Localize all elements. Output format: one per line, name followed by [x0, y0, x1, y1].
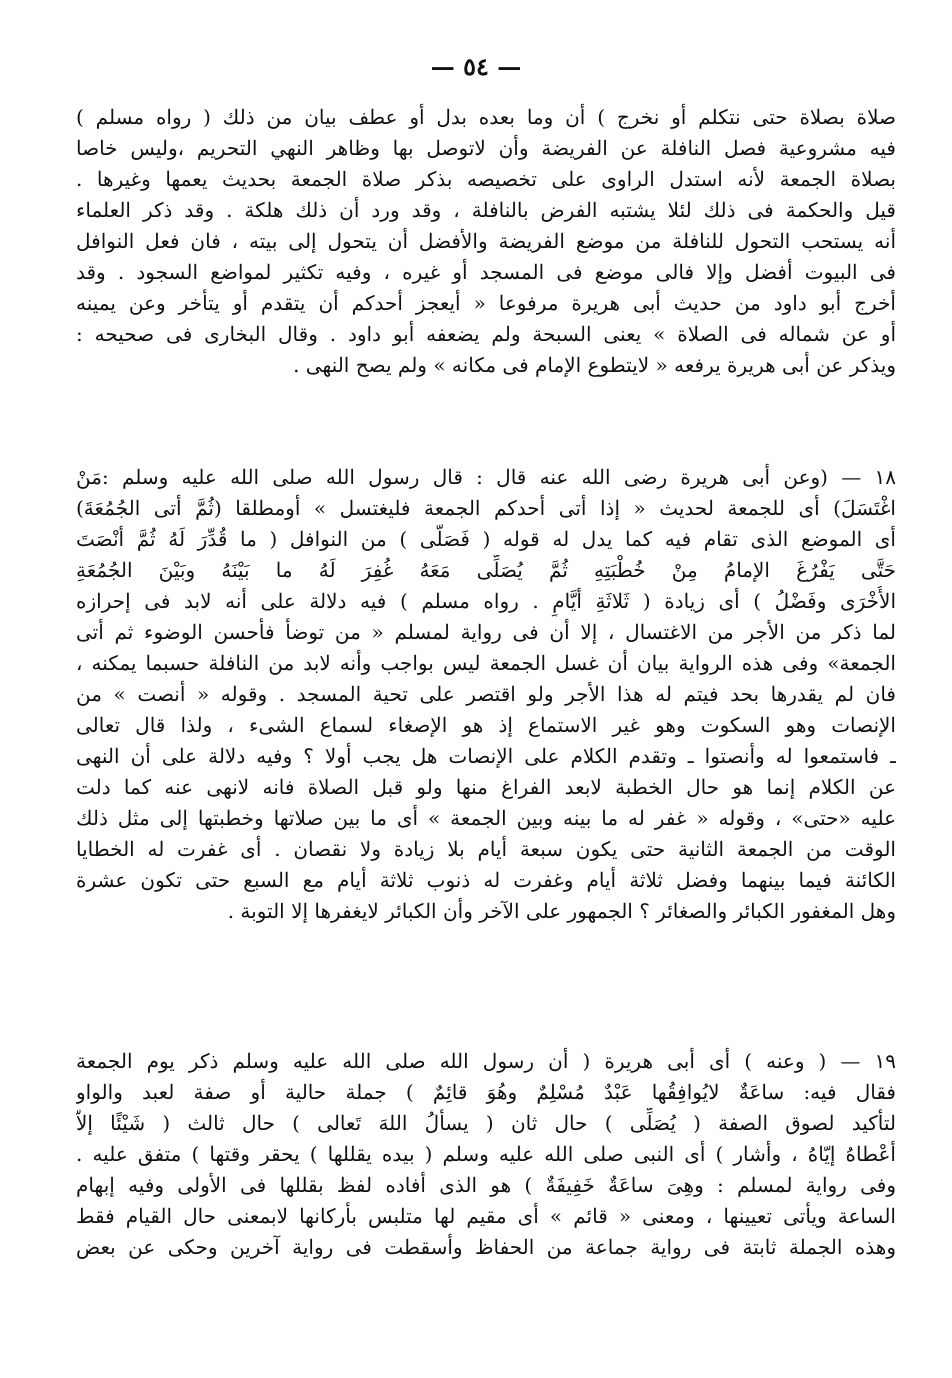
text-line: أعْطاهُ إيّاهُ ، وأشار ) أى النبى صلى الله عليه وسلم ( بيده يقللها ) يحقر وقتها ) متفق عليه . — [76, 1142, 896, 1166]
text-line: قيل والحكمة فى ذلك لئلا يشتبه الفرض بالنافلة ، وقد ورد أن ذلك هلكة . وقد ذكر العلماء — [76, 198, 896, 222]
text-line: اغْتَسَلَ) أى للجمعة لحديث « إذا أتى أحدكم الجمعة فليغتسل » أومطلقا (ثُمَّ أتى الجُمُعَةَ) — [76, 496, 896, 520]
text-line: ١٩ — ( وعنه ) أى أبى هريرة ( أن رسول الله صلى الله عليه وسلم ذكر يوم الجمعة — [76, 1049, 896, 1073]
paragraph-hadith-19 — [76, 1046, 896, 1263]
text-line: وهل المغفور الكبائر والصغائر ؟ الجمهور على الآخر وأن الكبائر لايغفرها إلا التوبة . — [227, 899, 896, 923]
page-number: — ٥٤ — — [430, 52, 522, 81]
text-line: فيه مشروعية فصل النافلة عن الفريضة وأن لاتوصل بها وظاهر النهي التحريم ،وليس خاصا — [76, 136, 896, 160]
text-line: بصلاة الجمعة لأنه استدل الراوى على تخصيصه بذكر صلاة الجمعة بحديث يعمها وغيرها . — [76, 167, 896, 191]
text-line: الوقت من الجمعة الثانية حتى يكون سبعة أيام بلا زيادة ولا نقصان . أى غفرت له الخطايا — [76, 837, 896, 861]
text-line: الجمعة» وفى هذه الرواية بيان أن غسل الجمعة ليس بواجب وأنه لابد من النافلة حسبما يمكنه ، — [76, 651, 896, 675]
text-line: فى البيوت أفضل وإلا فالى موضع فى المسجد أو غيره ، وفيه تكثير لمواضع السجود . وقد — [76, 260, 896, 284]
text-line: الساعة ويأتى تعيينها ، ومعنى « قائم » أى مقيم لها متلبس بأركانها لابمعنى حال القيام فقط — [76, 1204, 896, 1228]
text-line: ويذكر عن أبى هريرة يرفعه « لايتطوع الإمام فى مكانه » ولم يصح النهى . — [293, 353, 896, 377]
text-line: عن الكلام إنما هو حال الخطبة لابعد الفراغ منها ولو قبل الصلاة فانه لانهى عنه كما دلت — [76, 775, 896, 799]
text-line: أنه يستحب التحول للنافلة من موضع الفريضة والأفضل أن يتحول إلى بيته ، فان فعل النوافل — [76, 229, 896, 253]
text-line: فان لم يقدرها بحد فيتم له هذا الأجر ولو اقتصر على تحية المسجد . وقوله « أنصت » من — [76, 682, 896, 706]
text-line: أى الموضع الذى تقام فيه كما يدل له قوله ( فَصَلَّى ) من النوافل ( ما قُدِّرَ لَهُ ثُمَّ أنْصَتَ — [76, 527, 896, 551]
paragraph-hadith-18 — [76, 462, 896, 927]
text-line: فقال فيه: ساعَةٌ لايُوافِقُها عَبْدٌ مُسْلِمٌ وهُوَ قائِمٌ ) جملة حالية أو صفة لعبد والواو — [76, 1080, 896, 1104]
text-line: ١٨ — (وعن أبى هريرة رضى الله عنه قال : قال رسول الله صلى الله عليه وسلم :مَنْ — [76, 465, 896, 489]
text-line: صلاة بصلاة حتى نتكلم أو نخرج ) أن وما بعده بدل أو عطف بيان من ذلك ( رواه مسلم ) — [76, 105, 896, 129]
text-line: عليه «حتى» ، وقوله « غفر له ما بينه وبين الجمعة » أى ما بين صلاتها وخطبتها إلى مثل ذلك — [76, 806, 896, 830]
text-line: الأُخْرَى وفَضْلُ ) أى زيادة ( ثَلاثَةِ أيَّامٍ . رواه مسلم ) فيه دلالة على أنه لابد فى إحرازه — [76, 589, 896, 613]
text-line: وفى رواية لمسلم : وهِىَ ساعَةٌ خَفِيفَةٌ ) هو الذى أفاده لفظ بقللها فى الأولى وفيه إبهام — [76, 1173, 896, 1197]
text-line: لتأكيد لصوق الصفة ( يُصَلِّى ) حال ثان ( يسألُ اللهَ تَعالى ) حال ثالث ( شَيْئًا إلاّ — [76, 1111, 896, 1135]
text-line: الإنصات وهو السكوت وهو غير الاستماع إذ هو الإصغاء لسماع الشىء ، ولذا قال تعالى — [76, 713, 896, 737]
text-line: وهذه الجملة ثابتة فى رواية جماعة من الحفاظ وأسقطت فى رواية آخرين وحكى عن بعض — [76, 1235, 896, 1259]
text-line: أخرج أبو داود من حديث أبى هريرة مرفوعا « أيعجز أحدكم أن يتقدم أو يتأخر وعن يمينه — [76, 291, 896, 315]
text-line: أو عن شماله فى الصلاة » يعنى السبحة ولم يضعفه أبو داود . وقال البخارى فى صحيحه : — [76, 322, 896, 346]
paragraph-commentary — [76, 102, 896, 381]
text-line: ـ فاستمعوا له وأنصتوا ـ وتقدم الكلام على الإنصات هل يجب أولا ؟ وفيه دلالة على أن النهى — [76, 744, 896, 768]
text-line: لما ذكر من الأجر من الاغتسال ، إلا أن فى رواية لمسلم « من توضأ فأحسن الوضوء ثم أتى — [76, 620, 896, 644]
text-line: حَتَّى يَفْرُغَ الإمامُ مِنْ خُطْبَتِهِ ثُمَّ يُصَلِّى مَعَهُ غُفِرَ لَهُ ما بَيْنَهُ وبَيْنَ الجُمُعَةِ — [76, 558, 896, 582]
text-line: الكائنة فيما بينهما وفضل ثلاثة أيام وغفرت له ذنوب ثلاثة أيام مع السبع حتى تكون عشرة — [76, 868, 896, 892]
